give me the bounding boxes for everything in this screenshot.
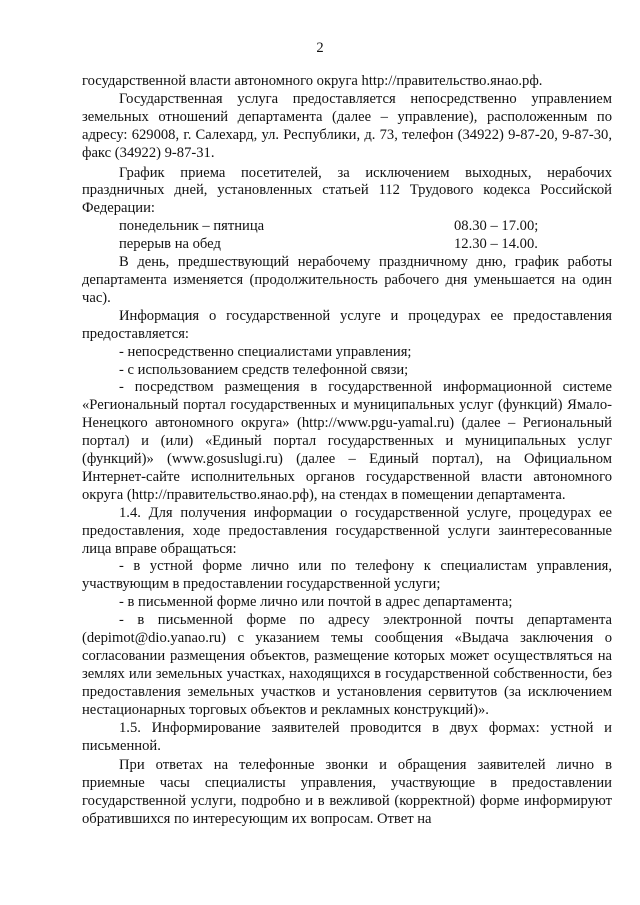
schedule-days: понедельник – пятница [119, 218, 265, 235]
paragraph: Информация о государственной услуге и процедурах ее предоставления предоставляется: [82, 307, 612, 342]
schedule-time: 12.30 – 14.00. [454, 236, 538, 253]
schedule-days: перерыв на обед [119, 236, 221, 253]
paragraph: График приема посетителей, за исключением выходных, нерабочих праздничных дней, установленных статьей 112 Трудового кодекса Российской Федерации: [82, 164, 612, 217]
list-item: - непосредственно специалистами управления; [119, 343, 412, 360]
paragraph: государственной власти автономного округа http://правительство.янао.рф. [82, 73, 543, 89]
list-item: - в устной форме лично или по телефону к специалистам управления, участвующим в предоставлении государственной услуги; [82, 558, 612, 593]
paragraph: В день, предшествующий нерабочему праздничному дню, график работы департамента изменяется (продолжительность рабочего дня уменьшается на один час). [82, 254, 612, 306]
page-number: 2 [316, 40, 324, 56]
document-body [82, 73, 612, 829]
schedule-row [82, 218, 612, 236]
paragraph: При ответах на телефонные звонки и обращения заявителей лично в приемные часы специалисты управления, участвующие в предоставлении государственной услуги, подробно и в вежливой (корректной) форме информируют обратившихся по интересующим их вопросам. Ответ на [82, 757, 612, 828]
paragraph: 1.5. Информирование заявителей проводится в двух формах: устной и письменной. [82, 719, 612, 754]
list-item: - с использованием средств телефонной связи; [119, 361, 409, 378]
list-item: - посредством размещения в государственной информационной системе «Региональный портал государственных и муниципальных услуг (функций) Ямало-Ненецкого автономного округа» (http://www.pgu-yamal.ru) (далее – Региональный портал) и (или) «Единый портал государственных и муниципальных услуг (функций)» (www.gosuslugi.ru) (далее – Единый портал), на Официальном Интернет-сайте исполнительных органов государственной власти автономного округа (http://правительство.янао.рф), на стендах в помещении департамента. [82, 379, 612, 503]
schedule-row [82, 236, 612, 254]
paragraph: 1.4. Для получения информации о государственной услуге, процедурах ее предоставления, ходе предоставления государственной услуги заинтересованные лица вправе обращаться: [82, 504, 612, 557]
list-item: - в письменной форме по адресу электронной почты департамента (depimot@dio.yanao.ru) с указанием темы сообщения «Выдача заключения о согласовании размещения объектов, размещение которых может осуществляться на землях или земельных участках, находящихся в государственной собственности, без предоставления земельных участков и установления сервитутов (за исключением нестационарных торговых объектов и рекламных конструкций)». [82, 612, 612, 718]
paragraph: Государственная услуга предоставляется непосредственно управлением земельных отношений департамента (далее – управление), расположенным по адресу: 629008, г. Салехард, ул. Республики, д. 73, телефон (34922) 9-87-20, 9-87-30, факс (34922) 9-87-31. [82, 90, 612, 161]
schedule-time: 08.30 – 17.00; [454, 218, 539, 235]
list-item: - в письменной форме лично или почтой в адрес департамента; [119, 594, 513, 611]
